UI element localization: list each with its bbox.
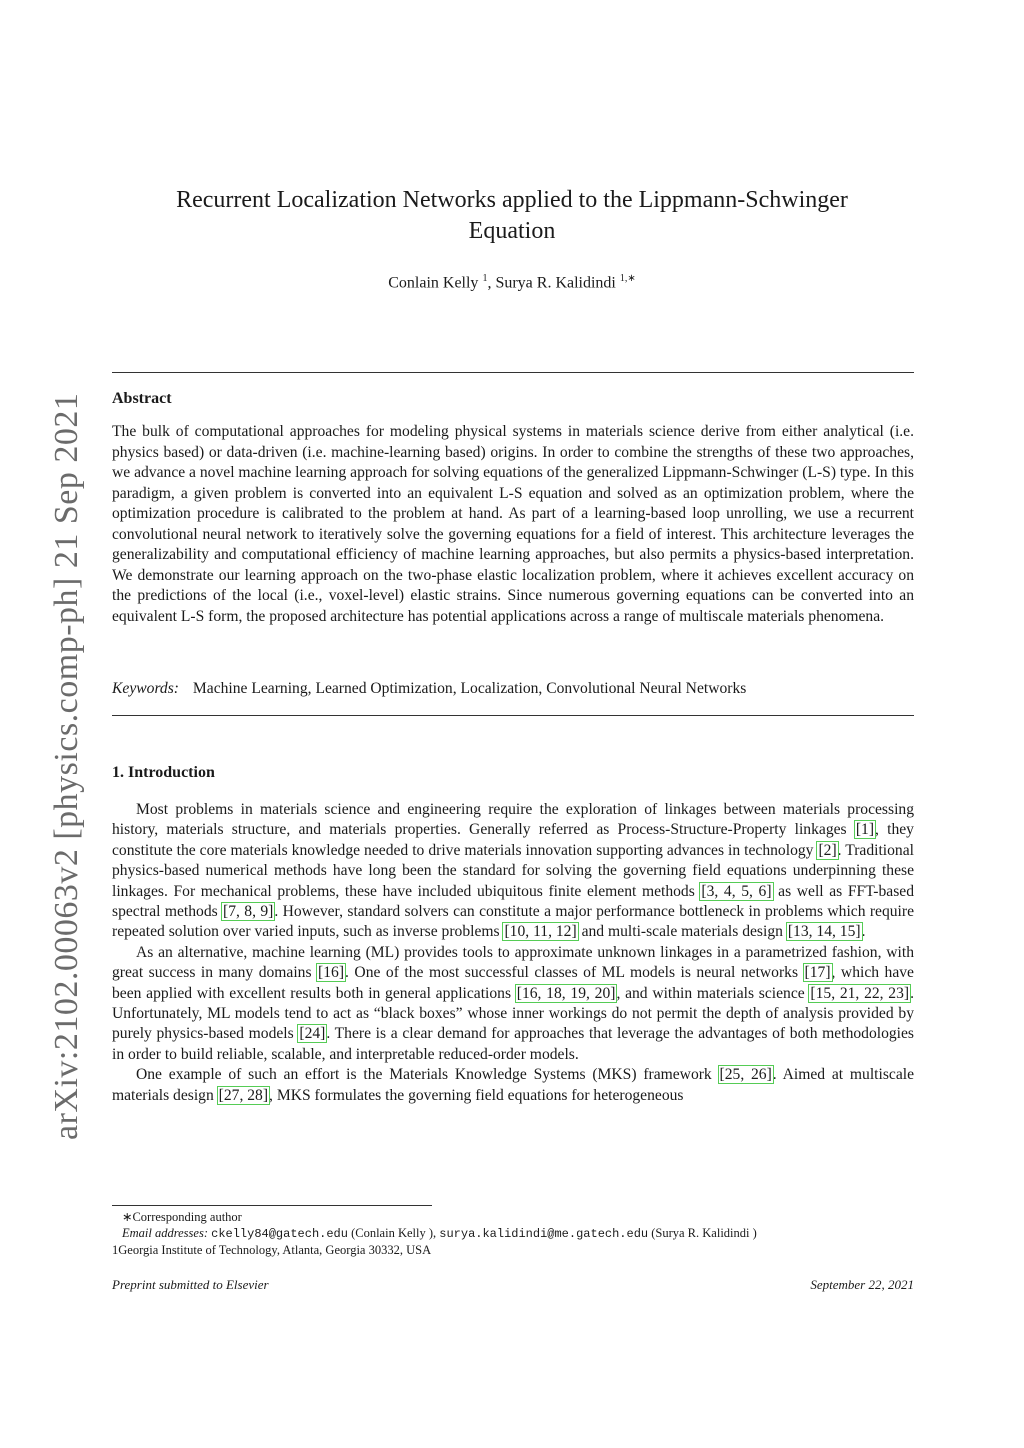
author-separator: , (487, 274, 496, 292)
email-1-name: (Conlain Kelly ), (351, 1226, 437, 1240)
citation-link[interactable]: [16, 18, 19, 20] (516, 984, 616, 1002)
text-run: , MKS formulates the governing field equations for heterogeneous (269, 1086, 684, 1104)
section-heading-introduction: 1. Introduction (112, 764, 215, 781)
introduction-body (112, 800, 914, 1106)
author-1: Conlain Kelly (388, 274, 479, 292)
citation-link[interactable]: [17] (804, 964, 831, 982)
citation-link[interactable]: [13, 14, 15] (787, 923, 861, 941)
footnote-affiliation: 1Georgia Institute of Technology, Atlanta, Georgia 30332, USA (112, 1243, 432, 1257)
footnote-rule (112, 1205, 432, 1206)
email-label: Email addresses: (122, 1226, 208, 1240)
citation-link[interactable]: [24] (299, 1025, 326, 1043)
text-run: . Aimed at multiscale materials design (112, 1066, 914, 1104)
title-line-2: Equation (468, 218, 556, 244)
footnotes (112, 1209, 914, 1258)
email-2-name: (Surya R. Kalidindi ) (651, 1226, 757, 1240)
text-run: . Traditional physics-based numerical methods have long been the standard for solving the governing field equations underpinning these linkages. For mechanical problems, these have included ubiquitous finite element methods (112, 841, 914, 900)
keywords-label: Keywords: (112, 680, 179, 697)
keywords-text: Machine Learning, Learned Optimization, Localization, Convolutional Neural Networks (192, 680, 747, 697)
text-run: , which have been applied with excellent results both in general applications (112, 964, 914, 1002)
text-run: , they constitute the core materials knowledge needed to drive materials innovation supporting advances in technology (112, 821, 914, 859)
citation-link[interactable]: [3, 4, 5, 6] (701, 882, 772, 900)
email-1[interactable]: ckelly84@gatech.edu (211, 1227, 348, 1241)
preprint-note: Preprint submitted to Elsevier (112, 1277, 269, 1292)
abstract-top-rule (112, 372, 914, 373)
citation-link[interactable]: [1] (855, 821, 875, 839)
citation-link[interactable]: [10, 11, 12] (504, 923, 577, 941)
arxiv-side-stamp: arXiv:2102.00063v2 [physics.comp-ph] 21 Sep 2021 (48, 392, 85, 1140)
author-list (112, 273, 912, 292)
email-2[interactable]: surya.kalidindi@me.gatech.edu (439, 1227, 649, 1241)
text-run: and multi-scale materials design (577, 923, 787, 941)
text-run: , and within materials science (616, 984, 810, 1002)
citation-link[interactable]: [15, 21, 22, 23] (810, 984, 910, 1002)
text-run: One example of such an effort is the Materials Knowledge Systems (MKS) framework (136, 1066, 719, 1084)
footnote-emails (112, 1225, 914, 1242)
author-2-affiliation: 1,∗ (619, 273, 636, 284)
text-run: . (861, 923, 866, 941)
text-run: . However, standard solvers can constitute a major performance bottleneck in problems which require repeated solution over varied inputs, such as inverse problems (112, 903, 915, 941)
footnote-corresponding: ∗Corresponding author (122, 1210, 242, 1224)
text-run: . Unfortunately, ML models tend to act as “black boxes” whose inner workings do not permit the depth of analysis provided by purely physics-based models (112, 984, 914, 1043)
citation-link[interactable]: [7, 8, 9] (223, 903, 274, 921)
author-1-affiliation: 1 (482, 273, 488, 284)
abstract-text: The bulk of computational approaches for modeling physical systems in materials science derive from either analytical (i.e. physics based) or data-driven (i.e. machine-learning based) origins. In order to combine the strengths of these two approaches, we advance a novel machine learning approach for solving equations of the generalized Lippmann-Schwinger (L-S) type. In this paradigm, a given problem is converted into an equivalent L-S equation and solved as an optimization problem, where the optimization procedure is calibrated to the problem at hand. As part of a learning-based loop unrolling, we use a recurrent convolutional neural network to iteratively solve the governing equations for a field of interest. This architecture leverages the generalizability and computational efficiency of machine learning approaches, but also permits a physics-based interpretation. We demonstrate our learning approach on the two-phase elastic localization problem, where it achieves excellent accuracy on the predictions of the local (i.e., voxel-level) elastic strains. Since numerous governing equations can be converted into an equivalent L-S form, the proposed architecture has potential applications across a range of multiscale materials phenomena. (112, 423, 914, 625)
intro-paragraph-3 (112, 1065, 914, 1106)
text-run: as well as FFT-based spectral methods (112, 882, 914, 921)
text-run: . One of the most successful classes of ML models is neural networks (345, 964, 804, 982)
intro-paragraph-1 (112, 800, 914, 943)
title-line-1: Recurrent Localization Networks applied to the Lippmann-Schwinger (176, 187, 848, 213)
text-run: As an alternative, machine learning (ML) provides tools to approximate unknown linkages in a parametrized fashion, with great success in many domains (112, 943, 914, 982)
citation-link[interactable]: [2] (818, 841, 837, 859)
text-run: . There is a clear demand for approaches that leverage the advantages of both methodologies in order to build reliable, scalable, and interpretable reduced-order models. (112, 1025, 915, 1063)
footer-date: September 22, 2021 (810, 1277, 914, 1292)
citation-link[interactable]: [16] (318, 964, 345, 982)
abstract-heading: Abstract (112, 390, 172, 407)
intro-paragraph-2 (112, 943, 914, 1065)
text-run: Most problems in materials science and engineering require the exploration of linkages between materials processing history, materials structure, and materials properties. Generally referred as Process-Structure-Property linkages (112, 801, 914, 839)
keywords (112, 680, 914, 698)
author-2: Surya R. Kalidindi (495, 274, 616, 292)
paper-title (112, 185, 912, 247)
citation-link[interactable]: [27, 28] (218, 1086, 269, 1104)
abstract-bottom-rule (112, 715, 914, 716)
citation-link[interactable]: [25, 26] (719, 1066, 772, 1084)
